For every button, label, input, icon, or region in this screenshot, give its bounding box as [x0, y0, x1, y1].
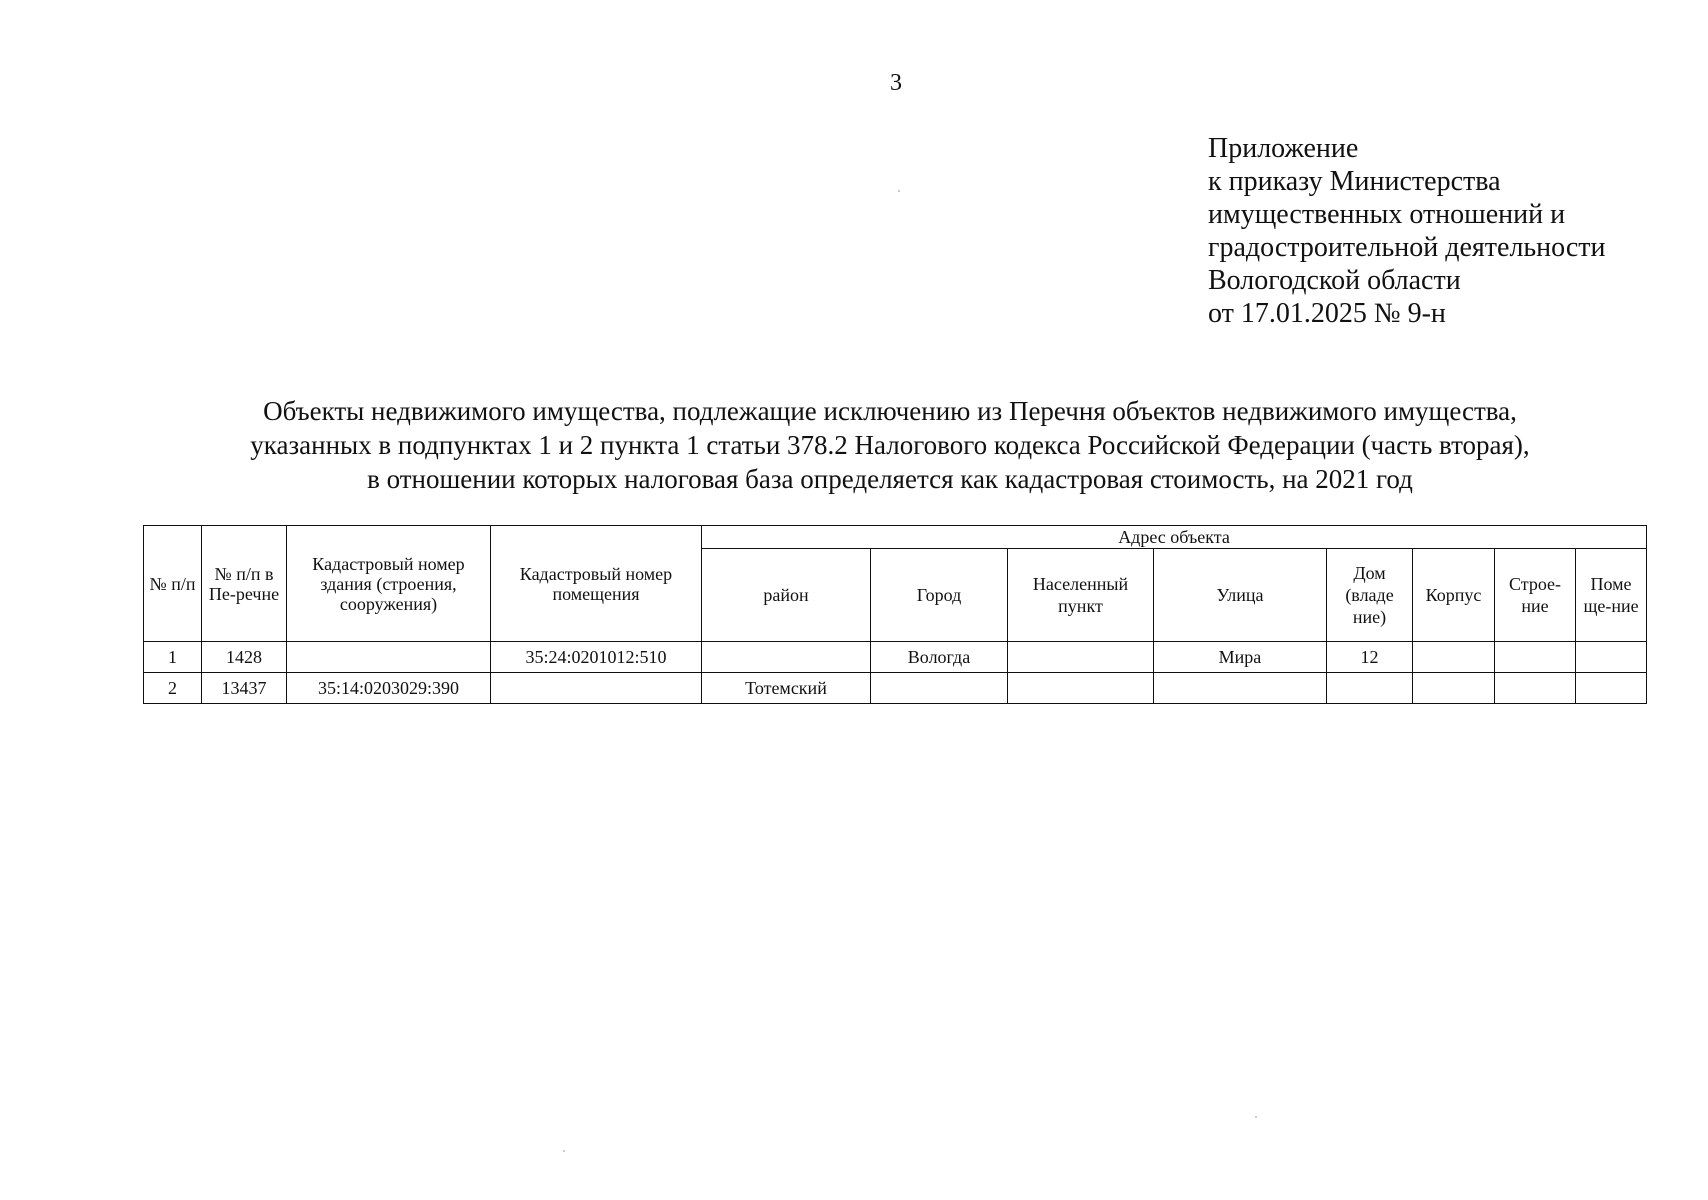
table-row — [144, 673, 1647, 704]
header-address-group: Адрес объекта — [702, 526, 1647, 549]
header-city: Город — [871, 549, 1008, 642]
header-house: Дом (владе ние) — [1327, 549, 1413, 642]
cell-city — [871, 673, 1008, 704]
header-room: Поме ще-ние — [1576, 549, 1647, 642]
cell-district: Тотемский — [702, 673, 871, 704]
header-settlement: Населенный пункт — [1008, 549, 1154, 642]
cell-room — [1576, 642, 1647, 673]
header-street: Улица — [1154, 549, 1327, 642]
header-list-num: № п/п в Пе-речне — [202, 526, 287, 642]
header-building: Строе-ние — [1495, 549, 1576, 642]
header-district: район — [702, 549, 871, 642]
scan-speck — [1255, 1116, 1257, 1118]
appendix-line: Вологодской области — [1208, 265, 1461, 296]
cell-city: Вологда — [871, 642, 1008, 673]
title-line: Объекты недвижимого имущества, подлежащие исключению из Перечня объектов недвижимого имущества, — [263, 396, 1517, 426]
cell-settlement — [1008, 673, 1154, 704]
objects-table — [143, 525, 1647, 704]
appendix-line: градостроительной деятельности — [1208, 232, 1606, 263]
cell-building-cadastral — [287, 642, 491, 673]
cell-street: Мира — [1154, 642, 1327, 673]
cell-settlement — [1008, 642, 1154, 673]
appendix-line: Приложение — [1208, 133, 1359, 164]
title-line: указанных в подпунктах 1 и 2 пункта 1 статьи 378.2 Налогового кодекса Российской Федерации (часть вторая), — [250, 430, 1530, 460]
title-line: в отношении которых налоговая база определяется как кадастровая стоимость, на 2021 год — [367, 464, 1413, 494]
header-room-cadastral: Кадастровый номер помещения — [491, 526, 702, 642]
cell-num: 1 — [144, 642, 202, 673]
cell-korpus — [1413, 642, 1495, 673]
cell-room — [1576, 673, 1647, 704]
header-korpus: Корпус — [1413, 549, 1495, 642]
cell-num: 2 — [144, 673, 202, 704]
cell-building — [1495, 642, 1576, 673]
cell-korpus — [1413, 673, 1495, 704]
page-number: 3 — [890, 70, 902, 96]
cell-district — [702, 642, 871, 673]
cell-list-num: 1428 — [202, 642, 287, 673]
cell-list-num: 13437 — [202, 673, 287, 704]
cell-room-cadastral: 35:24:0201012:510 — [491, 642, 702, 673]
appendix-line: к приказу Министерства — [1208, 166, 1501, 197]
appendix-block — [1208, 132, 1606, 330]
document-title — [140, 394, 1640, 496]
cell-street — [1154, 673, 1327, 704]
cell-building — [1495, 673, 1576, 704]
scan-speck — [563, 1150, 565, 1152]
appendix-line: имущественных отношений и — [1208, 199, 1566, 230]
appendix-line: от 17.01.2025 № 9-н — [1208, 298, 1446, 329]
scan-speck — [898, 190, 900, 192]
cell-house: 12 — [1327, 642, 1413, 673]
cell-room-cadastral — [491, 673, 702, 704]
table-row — [144, 642, 1647, 673]
header-building-cadastral: Кадастровый номер здания (строения, сооружения) — [287, 526, 491, 642]
header-num: № п/п — [144, 526, 202, 642]
cell-building-cadastral: 35:14:0203029:390 — [287, 673, 491, 704]
cell-house — [1327, 673, 1413, 704]
